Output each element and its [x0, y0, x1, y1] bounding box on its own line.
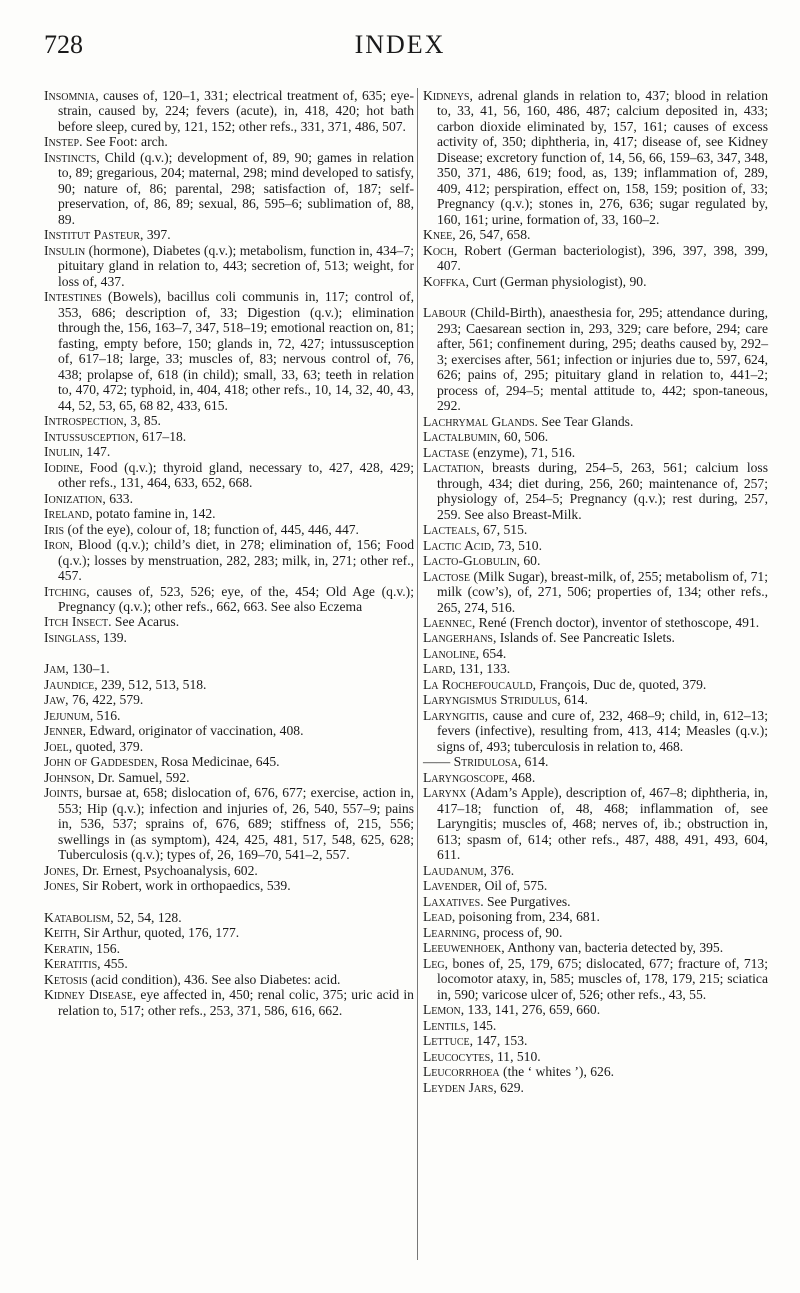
entry-text: 654.: [479, 645, 507, 661]
entry-text: Islands of. See Pancreatic Islets.: [496, 630, 675, 646]
index-entry: [44, 878, 414, 893]
entry-headword: Laryngitis,: [423, 707, 489, 723]
column-divider: [417, 88, 418, 1260]
entry-headword: Lacteals,: [423, 522, 480, 538]
entry-text: causes of, 120–1, 331; electrical treatment of, 635; eye-strain, caused by, 224; fevers (acute), in, 418, 420; hot bath before sleep, cured by, 121, 152; other refs., 331, 371, 486, 507.: [58, 88, 414, 134]
entry-headword: Keith,: [44, 925, 80, 941]
entry-headword: Larynx: [423, 785, 467, 801]
index-entry: [423, 445, 768, 460]
entry-text: 147, 153.: [473, 1033, 528, 1049]
entry-text: 376.: [486, 862, 515, 878]
entry-text: See Tear Glands.: [537, 413, 634, 429]
index-entry: [423, 708, 768, 754]
entry-headword: Instep.: [44, 134, 83, 150]
entry-headword: Jaundice,: [44, 676, 98, 692]
entry-text: 52, 54, 128.: [113, 909, 182, 925]
entry-headword: Inulin,: [44, 444, 84, 460]
entry-headword: La Rochefoucauld,: [423, 676, 537, 692]
entry-text: 156.: [92, 940, 120, 956]
index-entry: [423, 630, 768, 645]
entry-text: 468.: [508, 769, 536, 785]
index-entry: [423, 569, 768, 615]
entry-text: Oil of, 575.: [481, 878, 548, 894]
entry-text: Robert (German bacteriologist), 396, 397, 398, 399, 407.: [437, 242, 768, 274]
entry-headword: Lead,: [423, 909, 456, 925]
entry-text: 3, 85.: [126, 413, 161, 429]
index-entry: [44, 491, 414, 506]
entry-headword: Katabolism,: [44, 909, 114, 925]
index-entry: [423, 770, 768, 785]
entry-text: bones of, 25, 179, 675; dislocated, 677; fracture of, 713; locomotor ataxy, in, 585; muscles of, 178, 179, 215; sciatica in, 590; varicose ulcer of, 526; other refs., 43, 55.: [437, 955, 768, 1002]
index-entry: [423, 615, 768, 630]
entry-text: 617–18.: [138, 428, 187, 444]
index-entry: [44, 134, 414, 149]
index-entry: [44, 754, 414, 769]
entry-headword: Lettuce,: [423, 1033, 474, 1049]
index-entry: [44, 537, 414, 583]
entry-headword: Johnson,: [44, 769, 95, 785]
index-entry: [423, 414, 768, 429]
entry-headword: Jejunum,: [44, 707, 94, 723]
entry-text: 516.: [93, 707, 121, 723]
entry-text: 26, 547, 658.: [455, 227, 531, 243]
entry-headword: Iron,: [44, 537, 74, 553]
entry-text: Curt (German physiologist), 90.: [469, 273, 647, 289]
entry-text: (the ‘ whites ’), 626.: [499, 1064, 615, 1080]
entry-text: adrenal glands in relation to, 437; blood in relation to, 33, 41, 56, 160, 486, 487; calcium deposited in, 433; carbon dioxide eliminated by, 157, 161; causes of excess activity of, 350; diphtheria, in, 417; disease of, see Kidney Disease; excretory function of, 14, 56, 66, 159–63, 347, 348, 350, 371, 486, 619; food, as, 139; inflammation of, 289, 409, 412; perspiration, effect on, 158, 159; position of, 33; Pregnancy (q.v.); stones in, 276, 636; sugar regulated by, 160, 161; urine, formation of, 33, 160–2.: [437, 88, 768, 227]
entry-text: eye affected in, 450; renal colic, 375; uric acid in relation to, 517; other refs., 253, 371, 586, 616, 662.: [58, 987, 414, 1018]
entry-headword: Laxatives.: [423, 893, 484, 909]
index-entry: [44, 460, 414, 491]
entry-text: process of, 90.: [479, 924, 563, 940]
entry-headword: Jones,: [44, 878, 79, 894]
entry-text: 397.: [143, 227, 171, 243]
entry-headword: Lavender,: [423, 878, 482, 894]
index-entry: [44, 956, 414, 971]
index-entry: [423, 243, 768, 274]
entry-headword: Lemon,: [423, 1002, 465, 1018]
entry-text: 60, 506.: [500, 429, 549, 445]
page-number: 728: [44, 30, 83, 59]
index-entry: [423, 553, 768, 568]
entry-text: 67, 515.: [479, 522, 528, 538]
index-entry: [44, 413, 414, 428]
entry-text: Child (q.v.); development of, 89, 90; games in relation to, 89; gregarious, 204; maternal, 298; mind developed to satisfy, 90; nature of, 86; parental, 298; satisfaction of, 187; self-preservation, of, 86, 89; sexual, 86, 595–6; sublimation of, 88, 89.: [58, 149, 414, 227]
entry-text: (enzyme), 71, 516.: [469, 444, 576, 460]
index-entry: [423, 894, 768, 909]
entry-text: (of the eye), colour of, 18; function of, 445, 446, 447.: [64, 521, 359, 537]
index-entry: [44, 785, 414, 862]
index-entry: [44, 227, 414, 242]
entry-text: 11, 510.: [493, 1048, 541, 1064]
entry-headword: Lachrymal Glands.: [423, 413, 538, 429]
entry-headword: Itch Insect.: [44, 614, 112, 630]
entry-headword: Lactase: [423, 444, 470, 460]
entry-text: (hormone), Diabetes (q.v.); metabolism, function in, 434–7; pituitary gland in relation to, 443; secretion of, 513; weight, for loss of, 437.: [58, 242, 414, 289]
index-entry: [423, 956, 768, 1002]
entry-headword: John of Gaddesden,: [44, 754, 158, 770]
entry-text: 139.: [99, 629, 127, 645]
index-entry: [44, 429, 414, 444]
entry-headword: Intussusception,: [44, 428, 139, 444]
entry-headword: Keratin,: [44, 940, 93, 956]
index-entry: [44, 863, 414, 878]
index-entry: [423, 754, 768, 769]
running-head: INDEX: [354, 30, 446, 59]
entry-text: 629.: [496, 1079, 524, 1095]
entry-text: 147.: [83, 444, 111, 460]
index-entry: [423, 692, 768, 707]
index-entry: [44, 630, 414, 645]
index-entry: [423, 661, 768, 676]
index-entry: [44, 723, 414, 738]
index-entry: [44, 522, 414, 537]
entry-headword: Leucocytes,: [423, 1048, 494, 1064]
entry-text: potato famine in, 142.: [92, 506, 216, 522]
entry-text: 455.: [100, 956, 128, 972]
index-entry: [44, 584, 414, 615]
entry-headword: Lactalbumin,: [423, 429, 501, 445]
entry-headword: Knee,: [423, 227, 456, 243]
entry-text: Blood (q.v.); child’s diet, in 278; elimination of, 156; Food (q.v.); losses by menstruation, 282, 283; milk, in, 271; other ref., 457.: [58, 537, 414, 584]
index-entry: [423, 305, 768, 413]
entry-text: 131, 133.: [455, 661, 511, 677]
entry-headword: Leyden Jars,: [423, 1079, 497, 1095]
entry-headword: Jones,: [44, 862, 79, 878]
entry-headword: Langerhans,: [423, 630, 497, 646]
right-column: [423, 88, 768, 1095]
index-entry: [44, 739, 414, 754]
entry-headword: Lactose: [423, 568, 471, 584]
entry-headword: Laryngismus Stridulus,: [423, 692, 561, 708]
entry-text: Edward, originator of vaccination, 408.: [86, 723, 304, 739]
section-gap: [44, 894, 414, 910]
entry-headword: Insomnia,: [44, 88, 99, 103]
entry-text: Anthony van, bacteria detected by, 395.: [504, 940, 724, 956]
section-gap: [44, 645, 414, 661]
entry-headword: Iris: [44, 521, 65, 537]
index-entry: [44, 708, 414, 723]
entry-headword: Lard,: [423, 661, 456, 677]
index-entry: [44, 941, 414, 956]
index-entry: [44, 444, 414, 459]
entry-text: François, Duc de, quoted, 379.: [536, 676, 707, 692]
entry-text: 60.: [519, 553, 541, 569]
index-entry: [44, 506, 414, 521]
entry-headword: Labour: [423, 305, 467, 321]
index-entry: [423, 646, 768, 661]
index-entry: [44, 770, 414, 785]
entry-text: causes of, 523, 526; eye, of the, 454; Old Age (q.v.); Pregnancy (q.v.); other refs., 662, 663. See also Eczema: [58, 583, 414, 614]
entry-headword: Insulin: [44, 242, 86, 258]
index-entry: [44, 661, 414, 676]
index-entry: [44, 150, 414, 227]
section-gap: [423, 289, 768, 305]
entry-headword: Leucorrhoea: [423, 1064, 500, 1080]
index-entry: [423, 863, 768, 878]
entry-text: (Adam’s Apple), description of, 467–8; diphtheria, in, 417–18; function of, 48, 468; inflammation of, see Laryngitis; muscles of, 468; nerves of, ib.; obstruction in, 613; spasm of, 614; other refs., 487, 488, 491, 493, 604, 611.: [437, 785, 768, 863]
index-entry: [423, 1080, 768, 1095]
entry-text: (Bowels), bacillus coli communis in, 117; control of, 353, 686; description of, 33; Digestion (q.v.); elimination through the, 156, 163–7, 347, 518–19; emotional reaction on, 81; fasting, empty before, 150; glands in, 72, 427; intussusception of, 617–18; large, 33; muscles of, 83; nervous control of, 76, 438; prolapse of, 618 (in child); small, 33, 63; teeth in relation to, 470, 472; typhoid, in, 404, 418; other refs., 10, 14, 32, 40, 43, 44, 52, 53, 65, 68 82, 433, 615.: [58, 289, 414, 413]
entry-headword: Introspection,: [44, 413, 127, 429]
index-entry: [423, 538, 768, 553]
entry-text: 73, 510.: [494, 537, 542, 553]
index-entry: [44, 692, 414, 707]
entry-text: 614.: [521, 754, 549, 770]
entry-text: 133, 141, 276, 659, 660.: [464, 1002, 601, 1018]
index-entry: [423, 1018, 768, 1033]
entry-text: breasts during, 254–5, 263, 561; calcium loss through, 434; diet during, 256, 260; maintenance of, 257; physiology of, 254–5; Pregnancy (q.v.); rest during, 257, 259. See also Breast-Milk.: [437, 460, 768, 522]
entry-headword: Kidneys,: [423, 88, 473, 103]
index-entry: [423, 460, 768, 522]
entry-text: quoted, 379.: [72, 738, 144, 754]
index-entry: [423, 1064, 768, 1079]
entry-headword: Jaw,: [44, 692, 69, 708]
entry-text: René (French doctor), inventor of stethoscope, 491.: [475, 614, 760, 630]
entry-headword: Learning,: [423, 924, 480, 940]
entry-headword: Joints,: [44, 785, 83, 801]
entry-headword: Lactation,: [423, 460, 484, 476]
entry-headword: Koch,: [423, 242, 458, 258]
entry-text: Dr. Samuel, 592.: [94, 769, 190, 785]
entry-text: 614.: [560, 692, 588, 708]
entry-headword: Lanoline,: [423, 645, 480, 661]
entry-headword: Leg,: [423, 955, 449, 971]
index-entry: [44, 987, 414, 1018]
entry-headword: Joel,: [44, 738, 73, 754]
entry-headword: Intestines: [44, 289, 102, 305]
entry-headword: Jam,: [44, 661, 69, 677]
index-entry: [423, 1049, 768, 1064]
index-entry: [44, 910, 414, 925]
index-entry: [423, 88, 768, 227]
entry-text: 145.: [469, 1017, 497, 1033]
entry-text: Food (q.v.); thyroid gland, necessary to, 427, 428, 429; other refs., 131, 464, 633, 652, 668.: [58, 459, 414, 491]
entry-headword: Institut Pasteur,: [44, 227, 144, 243]
index-entry: [423, 522, 768, 537]
entry-headword: Koffka,: [423, 273, 470, 289]
entry-headword: Lacto-Globulin,: [423, 553, 520, 569]
index-entry: [423, 925, 768, 940]
entry-text: bursae at, 658; dislocation of, 676, 677; exercise, action in, 553; Hip (q.v.); infection and injuries of, 26, 540, 557–9; pains in, 536, 537; sprains of, 676, 689; stiffness of, 215, 556; swellings in (as symptom), 424, 425, 481, 517, 548, 625, 628; Tuberculosis (q.v.); types of, 26, 169–70, 541–2, 557.: [58, 785, 414, 863]
entry-text: Sir Robert, work in orthopaedics, 539.: [78, 878, 291, 894]
entry-headword: Instincts,: [44, 149, 100, 165]
entry-headword: Itching,: [44, 583, 90, 599]
entry-headword: Jenner,: [44, 723, 87, 739]
entry-text: (acid condition), 436. See also Diabetes: acid.: [87, 971, 341, 987]
entry-text: See Foot: arch.: [82, 134, 168, 150]
entry-headword: Iodine,: [44, 459, 84, 475]
entry-headword: Leeuwenhoek,: [423, 940, 505, 956]
index-entry: [423, 227, 768, 242]
entry-text: cause and cure of, 232, 468–9; child, in, 612–13; fevers (infective), resulting from, 413, 414; Measles (q.v.); signs of, 493; tuberculosis in relation to, 468.: [437, 707, 768, 754]
entry-headword: —— Stridulosa,: [423, 754, 522, 770]
entry-text: poisoning from, 234, 681.: [455, 909, 600, 925]
index-entry: [423, 429, 768, 444]
entry-headword: Laudanum,: [423, 862, 487, 878]
index-entry: [423, 1033, 768, 1048]
index-entry: [423, 677, 768, 692]
index-entry: [44, 677, 414, 692]
entry-headword: Lactic Acid,: [423, 537, 495, 553]
entry-headword: Ionization,: [44, 490, 106, 506]
entry-text: Rosa Medicinae, 645.: [157, 754, 280, 770]
index-entry: [423, 940, 768, 955]
entry-text: 633.: [105, 490, 133, 506]
entry-text: (Milk Sugar), breast-milk, of, 255; metabolism of, 71; milk (cow’s), of, 271, 506; properties of, 134; other refs., 265, 274, 516.: [437, 568, 768, 615]
entry-text: See Purgatives.: [483, 893, 571, 909]
entry-text: Sir Arthur, quoted, 176, 177.: [79, 925, 240, 941]
index-entry: [44, 972, 414, 987]
left-column: [44, 88, 414, 1018]
entry-text: 130–1.: [68, 661, 110, 677]
entry-headword: Ireland,: [44, 506, 93, 522]
entry-text: 76, 422, 579.: [68, 692, 144, 708]
entry-text: (Child-Birth), anaesthesia for, 295; attendance during, 293; Caesarean section in, 293, 329; care before, 294; care after, 561; confinement during, 295; deaths caused by, 292–3; exercises after, 561; infection or injuries due to, 597, 624, 626; pains of, 295; pituitary gland in relation to, 441–2; process of, 294–5; mental attitude to, 442; spon-taneous, 292.: [437, 305, 768, 414]
index-entry: [44, 925, 414, 940]
index-entry: [44, 614, 414, 629]
index-entry: [423, 785, 768, 862]
index-entry: [423, 878, 768, 893]
index-entry: [423, 909, 768, 924]
entry-headword: Kidney Disease,: [44, 987, 137, 1003]
entry-text: Dr. Ernest, Psychoanalysis, 602.: [78, 862, 258, 878]
index-entry: [44, 88, 414, 134]
index-entry: [44, 243, 414, 289]
entry-headword: Laryngoscope,: [423, 769, 509, 785]
index-entry: [44, 289, 414, 413]
index-entry: [423, 1002, 768, 1017]
entry-headword: Ketosis: [44, 971, 88, 987]
entry-text: See Acarus.: [111, 614, 180, 630]
index-entry: [423, 274, 768, 289]
entry-headword: Keratitis,: [44, 956, 101, 972]
entry-text: 239, 512, 513, 518.: [97, 676, 207, 692]
entry-headword: Lentils,: [423, 1017, 470, 1033]
entry-headword: Laennec,: [423, 614, 476, 630]
entry-headword: Isinglass,: [44, 629, 100, 645]
